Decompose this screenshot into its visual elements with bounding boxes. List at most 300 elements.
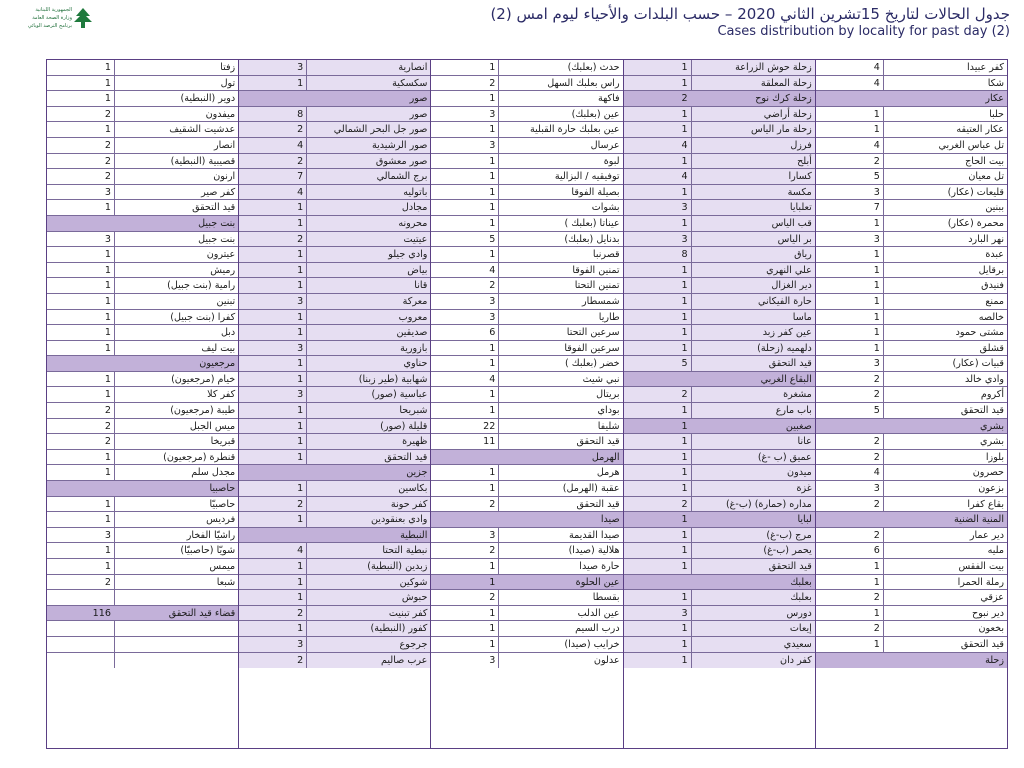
locality-name: تبنين bbox=[216, 295, 236, 307]
case-count: 1 bbox=[624, 185, 692, 200]
locality-name: شبعا bbox=[216, 576, 236, 588]
case-count: 1 bbox=[816, 263, 884, 278]
table-row bbox=[624, 247, 815, 263]
case-count: 1 bbox=[239, 356, 307, 371]
logo-line: برنامج الترصد الوبائي bbox=[27, 23, 72, 29]
locality-name: مشغرة bbox=[783, 389, 812, 401]
case-count: 2 bbox=[816, 387, 884, 402]
locality-name: حناوي bbox=[403, 358, 428, 370]
locality-name: كفر عبيدا bbox=[967, 62, 1004, 73]
table-row bbox=[816, 481, 1007, 497]
table-row bbox=[816, 403, 1007, 419]
locality-name: قبريخا bbox=[210, 436, 236, 448]
case-count: 1 bbox=[239, 263, 307, 278]
case-count: 1 bbox=[47, 372, 115, 387]
case-count: 1 bbox=[431, 356, 499, 371]
case-count: 1 bbox=[431, 606, 499, 621]
table-row bbox=[239, 450, 430, 466]
locality-name: مداره (حمارة) (ب-غ) bbox=[725, 498, 812, 510]
case-count: 1 bbox=[624, 310, 692, 325]
district-header-row bbox=[47, 606, 238, 622]
table-row bbox=[624, 122, 815, 138]
table-row bbox=[47, 185, 238, 201]
case-count: 1 bbox=[681, 514, 688, 526]
locality-name: هلالية (صيدا) bbox=[568, 545, 620, 557]
table-row bbox=[431, 325, 622, 341]
district-header-row bbox=[816, 419, 1007, 435]
district-header-row bbox=[47, 216, 238, 232]
locality-name: قيد التحقق bbox=[192, 202, 236, 214]
case-count: 1 bbox=[431, 216, 499, 231]
locality-name: صور جل البحر الشمالي bbox=[333, 124, 428, 136]
case-count: 116 bbox=[92, 607, 111, 619]
table-row bbox=[431, 465, 622, 481]
district-header-row bbox=[239, 91, 430, 107]
district-header-row bbox=[816, 653, 1007, 669]
table-row bbox=[431, 653, 622, 669]
case-count: 1 bbox=[816, 247, 884, 262]
case-count: 1 bbox=[624, 403, 692, 418]
logo-line: الجمهورية اللبنانية bbox=[35, 7, 72, 13]
locality-name: كفر صير bbox=[201, 186, 236, 198]
locality-name: سرعين الفوقا bbox=[564, 342, 620, 354]
case-count: 3 bbox=[47, 528, 115, 543]
locality-name: قيد التحقق bbox=[768, 358, 812, 370]
table-row bbox=[624, 341, 815, 357]
locality-name: عين الحلوة bbox=[575, 576, 620, 588]
table-row bbox=[239, 247, 430, 263]
locality-name: نهر البارد bbox=[968, 233, 1004, 245]
case-count: 1 bbox=[816, 341, 884, 356]
case-count: 1 bbox=[47, 91, 115, 106]
case-count: 2 bbox=[239, 154, 307, 169]
table-row bbox=[816, 154, 1007, 170]
case-count: 2 bbox=[816, 372, 884, 387]
table-row bbox=[624, 387, 815, 403]
case-count: 1 bbox=[47, 122, 115, 137]
table-row bbox=[624, 294, 815, 310]
table-row bbox=[47, 465, 238, 481]
case-count: 4 bbox=[816, 465, 884, 480]
table-row bbox=[624, 403, 815, 419]
district-header-row bbox=[624, 372, 815, 388]
case-count: 7 bbox=[239, 169, 307, 184]
district-header-row bbox=[624, 512, 815, 528]
table-row bbox=[239, 122, 430, 138]
table-row bbox=[816, 138, 1007, 154]
table-row bbox=[624, 60, 815, 76]
locality-name: شبريحا bbox=[399, 405, 428, 417]
locality-name: فرزل bbox=[790, 139, 812, 151]
table-row bbox=[47, 637, 238, 653]
locality-name: زحلة كرك نوح bbox=[755, 93, 812, 105]
table-row bbox=[47, 76, 238, 92]
table-row bbox=[431, 372, 622, 388]
case-count: 1 bbox=[816, 606, 884, 621]
locality-name: مجادل bbox=[401, 202, 428, 214]
locality-name: عين كفر زبد bbox=[762, 327, 812, 339]
locality-name: زحلة bbox=[985, 654, 1004, 666]
locality-name: قانا bbox=[414, 280, 428, 292]
locality-name: بيت ليف bbox=[201, 342, 236, 354]
case-count: 2 bbox=[47, 107, 115, 122]
case-count: 5 bbox=[816, 403, 884, 418]
case-count bbox=[47, 637, 115, 652]
table-row bbox=[431, 528, 622, 544]
locality-name: صور الرشيدية bbox=[371, 139, 428, 151]
locality-name: تل عباس الغربي bbox=[938, 139, 1004, 151]
locality-name: حارة صيدا bbox=[579, 561, 620, 572]
locality-name: وادي جيلو bbox=[388, 249, 428, 261]
case-count: 5 bbox=[624, 356, 692, 371]
case-count: 1 bbox=[47, 278, 115, 293]
case-count: 2 bbox=[431, 543, 499, 558]
locality-name: قب الياس bbox=[771, 217, 812, 229]
locality-name: عباسية (صور) bbox=[371, 389, 428, 401]
locality-name bbox=[115, 637, 238, 652]
case-count bbox=[47, 481, 114, 496]
table-row bbox=[816, 372, 1007, 388]
ministry-logo bbox=[8, 4, 88, 34]
case-count: 1 bbox=[47, 341, 115, 356]
table-row bbox=[47, 325, 238, 341]
table-row bbox=[239, 387, 430, 403]
locality-name: زحلة حوش الزراعة bbox=[735, 62, 812, 73]
case-count: 1 bbox=[431, 154, 499, 169]
table-row bbox=[47, 512, 238, 528]
locality-name: طاريا bbox=[598, 311, 620, 323]
case-count: 1 bbox=[239, 419, 307, 434]
case-count: 1 bbox=[431, 91, 499, 106]
table-row bbox=[47, 310, 238, 326]
case-count: 3 bbox=[239, 341, 307, 356]
case-count: 1 bbox=[431, 341, 499, 356]
table-row bbox=[47, 278, 238, 294]
locality-name: زحلة مار الياس bbox=[751, 124, 812, 136]
locality-name: بريتال bbox=[596, 389, 620, 401]
locality-name: عين بعلبك حارة القبلية bbox=[530, 124, 620, 136]
table-row bbox=[816, 497, 1007, 513]
locality-name: تل معيان bbox=[968, 171, 1004, 183]
table-row bbox=[431, 341, 622, 357]
case-count: 1 bbox=[239, 216, 307, 231]
table-row bbox=[47, 263, 238, 279]
case-count: 3 bbox=[239, 60, 307, 75]
table-row bbox=[816, 543, 1007, 559]
locality-name: قيد التحقق bbox=[960, 638, 1004, 650]
case-count: 1 bbox=[239, 310, 307, 325]
locality-name: ميمس bbox=[209, 561, 236, 572]
case-count: 1 bbox=[47, 294, 115, 309]
case-count: 2 bbox=[431, 76, 499, 91]
table-row bbox=[816, 122, 1007, 138]
locality-name: وادي بعنقودين bbox=[371, 514, 428, 526]
locality-name: بازورية bbox=[400, 342, 428, 354]
case-count bbox=[47, 590, 115, 605]
locality-name: رياق bbox=[794, 249, 812, 261]
case-count: 1 bbox=[816, 637, 884, 652]
table-row bbox=[816, 575, 1007, 591]
case-count: 1 bbox=[431, 60, 499, 75]
case-count: 1 bbox=[239, 450, 307, 465]
case-count: 1 bbox=[239, 621, 307, 636]
case-count: 3 bbox=[47, 232, 115, 247]
locality-name: فاكهة bbox=[597, 93, 620, 105]
case-count: 2 bbox=[239, 232, 307, 247]
case-count: 3 bbox=[816, 356, 884, 371]
case-count: 2 bbox=[239, 606, 307, 621]
case-count bbox=[239, 528, 306, 543]
table-row bbox=[816, 606, 1007, 622]
locality-name: ميدون bbox=[787, 467, 812, 479]
case-count: 1 bbox=[816, 216, 884, 231]
table-column bbox=[815, 59, 1008, 749]
case-count: 2 bbox=[47, 169, 115, 184]
locality-name: صيدا bbox=[600, 514, 620, 526]
table-row bbox=[239, 434, 430, 450]
case-count: 3 bbox=[624, 232, 692, 247]
locality-name: بلوزا bbox=[985, 451, 1004, 463]
table-row bbox=[47, 590, 238, 606]
locality-name: راس بعلبك السهل bbox=[547, 77, 620, 89]
district-header-row bbox=[431, 512, 622, 528]
case-count: 1 bbox=[239, 481, 307, 496]
case-count bbox=[816, 419, 883, 434]
table-row bbox=[624, 653, 815, 669]
locality-name: قيد التحقق bbox=[576, 436, 620, 448]
case-count: 1 bbox=[239, 76, 307, 91]
table-row bbox=[624, 606, 815, 622]
locality-name: عيناتا (بعلبك ) bbox=[564, 217, 620, 229]
locality-name: حبوش bbox=[401, 592, 428, 604]
case-count: 1 bbox=[47, 497, 115, 512]
locality-name bbox=[115, 590, 238, 605]
locality-name: دير عمار bbox=[969, 529, 1004, 541]
locality-name: بوداي bbox=[597, 405, 620, 417]
locality-name: مرجعيون bbox=[199, 358, 236, 370]
case-count: 2 bbox=[47, 154, 115, 169]
table-row bbox=[239, 512, 430, 528]
case-count: 2 bbox=[624, 387, 692, 402]
case-count: 1 bbox=[47, 263, 115, 278]
table-row bbox=[816, 621, 1007, 637]
case-count: 4 bbox=[431, 372, 499, 387]
locality-name: زحلة أراضي bbox=[763, 108, 812, 120]
case-count: 1 bbox=[816, 107, 884, 122]
case-count: 5 bbox=[431, 232, 499, 247]
case-count bbox=[816, 91, 883, 106]
case-count: 3 bbox=[431, 528, 499, 543]
district-header-row bbox=[431, 575, 622, 591]
case-count: 1 bbox=[47, 465, 115, 480]
case-count: 4 bbox=[816, 138, 884, 153]
case-count: 1 bbox=[47, 559, 115, 574]
locality-name: لبوة bbox=[603, 155, 620, 167]
locality-name: إيعات bbox=[789, 623, 812, 635]
locality-name: ممنع bbox=[985, 295, 1004, 307]
table-row bbox=[47, 91, 238, 107]
locality-name: حدث (بعلبك) bbox=[567, 62, 620, 73]
table-row bbox=[624, 450, 815, 466]
table-row bbox=[431, 559, 622, 575]
table-row bbox=[816, 637, 1007, 653]
table-row bbox=[47, 294, 238, 310]
table-row bbox=[47, 169, 238, 185]
case-count: 1 bbox=[239, 512, 307, 527]
case-count: 1 bbox=[47, 512, 115, 527]
table-row bbox=[624, 107, 815, 123]
locality-name: انصار bbox=[213, 139, 236, 151]
table-row bbox=[239, 278, 430, 294]
page-title-english: Cases distribution by locality for past day (2) bbox=[717, 24, 1010, 39]
table-row bbox=[624, 497, 815, 513]
table-row bbox=[239, 637, 430, 653]
case-count: 1 bbox=[431, 200, 499, 215]
case-count: 2 bbox=[239, 653, 307, 669]
table-row bbox=[431, 185, 622, 201]
table-row bbox=[816, 387, 1007, 403]
district-header-row bbox=[816, 512, 1007, 528]
locality-name: النبطية bbox=[400, 529, 428, 541]
case-count: 1 bbox=[239, 247, 307, 262]
case-count: 1 bbox=[47, 387, 115, 402]
case-count: 4 bbox=[239, 185, 307, 200]
case-count: 1 bbox=[624, 621, 692, 636]
table-row bbox=[431, 310, 622, 326]
locality-name: بنت جبيل bbox=[198, 217, 236, 229]
logo-line: وزارة الصحة العامة bbox=[32, 15, 72, 21]
case-count: 1 bbox=[431, 247, 499, 262]
table-row bbox=[431, 543, 622, 559]
table-row bbox=[431, 154, 622, 170]
table-row bbox=[816, 216, 1007, 232]
locality-name: ميس الجبل bbox=[189, 420, 236, 432]
table-row bbox=[239, 497, 430, 513]
table-row bbox=[816, 559, 1007, 575]
table-row bbox=[47, 122, 238, 138]
case-count: 1 bbox=[624, 590, 692, 605]
table-row bbox=[624, 169, 815, 185]
locality-name: زحلة المعلقة bbox=[760, 77, 812, 89]
case-count: 1 bbox=[431, 621, 499, 636]
table-row bbox=[624, 154, 815, 170]
locality-name: سعيدي bbox=[783, 638, 812, 650]
locality-name: قيد التحقق bbox=[384, 451, 428, 463]
case-count: 1 bbox=[431, 122, 499, 137]
locality-name: جزين bbox=[406, 467, 428, 479]
case-count: 1 bbox=[624, 107, 692, 122]
case-count: 2 bbox=[816, 528, 884, 543]
table-row bbox=[431, 76, 622, 92]
table-row bbox=[816, 528, 1007, 544]
case-count: 5 bbox=[816, 169, 884, 184]
locality-name: بعلبك bbox=[790, 576, 812, 588]
locality-name: لبايا bbox=[797, 514, 812, 526]
case-count: 1 bbox=[816, 559, 884, 574]
table-row bbox=[47, 341, 238, 357]
case-count: 1 bbox=[624, 528, 692, 543]
table-row bbox=[47, 403, 238, 419]
table-row bbox=[47, 621, 238, 637]
table-row bbox=[431, 247, 622, 263]
locality-name: زبدين (النبطية) bbox=[367, 561, 428, 572]
locality-name: رامية (بنت جبيل) bbox=[167, 280, 236, 292]
locality-name: حارة الفيكاني bbox=[758, 295, 812, 307]
table-row bbox=[816, 107, 1007, 123]
case-count: 2 bbox=[681, 93, 688, 105]
locality-name: خرايب (صيدا) bbox=[564, 638, 620, 650]
table-row bbox=[47, 559, 238, 575]
table-row bbox=[239, 294, 430, 310]
locality-name: ظهيرة bbox=[402, 436, 428, 448]
case-count: 1 bbox=[431, 465, 499, 480]
locality-name: عكار bbox=[985, 93, 1004, 105]
case-count: 1 bbox=[816, 294, 884, 309]
table-row bbox=[624, 200, 815, 216]
locality-name: بيت الفقس bbox=[958, 561, 1004, 572]
table-row bbox=[431, 138, 622, 154]
table-row bbox=[816, 200, 1007, 216]
case-count: 3 bbox=[431, 107, 499, 122]
locality-name: قضاء قيد التحقق bbox=[168, 607, 236, 619]
case-count: 1 bbox=[47, 76, 115, 91]
case-count: 3 bbox=[816, 185, 884, 200]
case-count: 2 bbox=[816, 497, 884, 512]
table-row bbox=[431, 497, 622, 513]
locality-name: حاصبيّا bbox=[209, 498, 236, 510]
table-row bbox=[431, 419, 622, 435]
case-count: 1 bbox=[47, 325, 115, 340]
case-count: 1 bbox=[624, 559, 692, 574]
table-row bbox=[624, 637, 815, 653]
case-count: 4 bbox=[431, 263, 499, 278]
locality-name: تعلبايا bbox=[789, 202, 812, 214]
table-row bbox=[47, 434, 238, 450]
table-row bbox=[816, 434, 1007, 450]
table-row bbox=[239, 185, 430, 201]
table-row bbox=[239, 138, 430, 154]
table-row bbox=[239, 356, 430, 372]
table-row bbox=[816, 341, 1007, 357]
case-count: 2 bbox=[624, 497, 692, 512]
table-row bbox=[239, 606, 430, 622]
locality-name: كسارا bbox=[788, 171, 812, 183]
locality-name: طيبة (مرجعيون) bbox=[170, 405, 236, 417]
locality-name: صور معشوق bbox=[375, 155, 428, 167]
locality-name: شوكين bbox=[399, 576, 428, 588]
locality-name: عدشيت الشقيف bbox=[169, 124, 236, 136]
locality-name: محرونه bbox=[398, 217, 428, 229]
table-row bbox=[431, 356, 622, 372]
case-count: 1 bbox=[239, 434, 307, 449]
table-row bbox=[816, 294, 1007, 310]
case-count: 2 bbox=[47, 575, 115, 590]
locality-name: البقاع الغربي bbox=[760, 373, 812, 385]
locality-name: دلهميه (زحلة) bbox=[757, 342, 812, 354]
table-row bbox=[239, 419, 430, 435]
locality-name: بكاسين bbox=[398, 483, 428, 495]
case-count: 11 bbox=[431, 434, 499, 449]
case-count: 3 bbox=[624, 606, 692, 621]
case-count: 1 bbox=[816, 575, 884, 590]
table-row bbox=[239, 263, 430, 279]
table-row bbox=[624, 543, 815, 559]
table-row bbox=[239, 575, 430, 591]
case-count: 1 bbox=[816, 310, 884, 325]
case-count: 4 bbox=[239, 543, 307, 558]
case-count bbox=[47, 621, 115, 636]
locality-name: كفور (النبطية) bbox=[370, 623, 428, 635]
